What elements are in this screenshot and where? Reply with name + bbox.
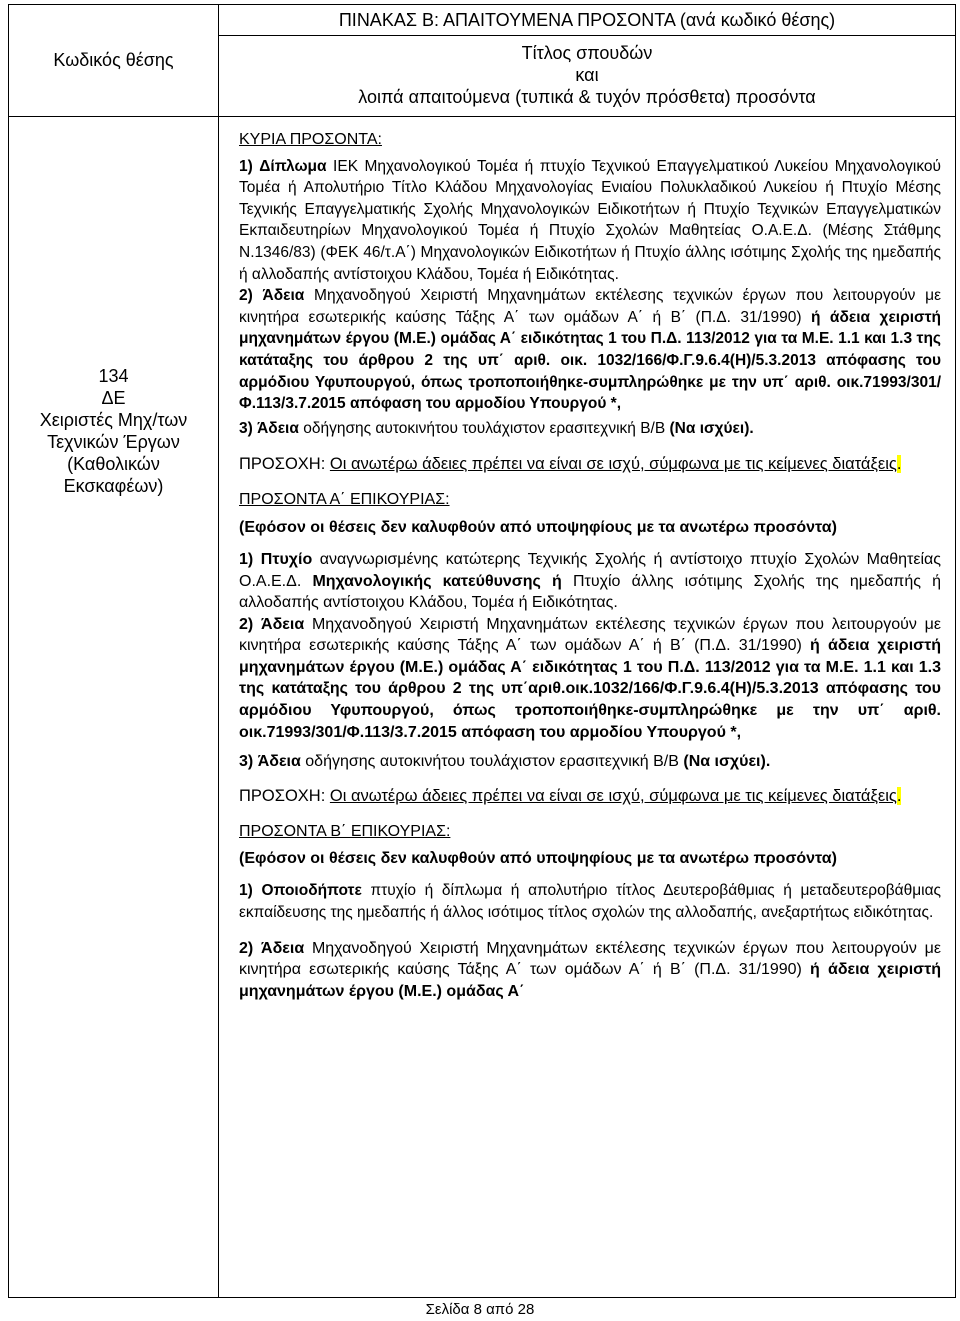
page-footer: Σελίδα 8 από 28	[425, 1301, 535, 1318]
qualifications-header-cell	[219, 36, 956, 117]
aux-a-note: ΠΡΟΣΟΧΗ: Οι ανωτέρω άδειες πρέπει να είναι σε ισχύ, σύμφωνα με τις κείμενες διατάξεις.	[239, 786, 902, 805]
position-name-3: (Καθολικών	[67, 454, 160, 474]
aux-b-item-2: 2) Άδεια Μηχανοδηγού Χειριστή Μηχανημάτων εκτέλεσης τεχνικών έργων που λειτουργούν με κινητήρα εσωτερικής καύσης Τάξης Α΄ των ομάδων Α΄ ή Β΄ (Π.Δ. 31/1990) ή άδεια χειριστή μηχανημάτων έργου (Μ.Ε.) ομάδας Α΄	[239, 939, 942, 1000]
aux-a-item-1: 1) Πτυχίο αναγνωρισμένης κατώτερης Τεχνικής Σχολής ή αντίστοιχο πτυχίο Σχολών Μαθητείας Ο.Α.Ε.Δ. Μηχανολογικής κατεύθυνσης ή Πτυχίο άλλης ισότιμης Σχολής της ημεδαπής ή αλλοδαπής αντίστοιχου Κλάδου, Τομέα ή Ειδικότητας.	[239, 550, 941, 612]
table-title: ΠΙΝΑΚΑΣ Β: ΑΠΑΙΤΟΥΜΕΝΑ ΠΡΟΣΟΝΤΑ (ανά κωδικό θέσης)	[338, 9, 836, 30]
aux-a-item-2: 2) Άδεια Μηχανοδηγού Χειριστή Μηχανημάτων εκτέλεσης τεχνικών έργων που λειτουργούν με κινητήρα εσωτερικής καύσης Τάξης Α΄ των ομάδων Α΄ ή Β΄ (Π.Δ. 31/1990) ή άδεια χειριστή μηχανημάτων έργου (Μ.Ε.) ομάδας Α΄ ειδικότητας 1 του Π.Δ. 113/2012 για τα Μ.Ε. 1.1 και 1.3 της κατάταξης του άρθρου 2 της υπ΄αριθ.οικ.1032/166/Φ.Γ.9.6.4(Η)/5.3.2013 απόφασης του αρμόδιου Υφυπουργού, όπως τροποποιήθηκε-συμπληρώθηκε με την υπ΄ αριθ. οικ.71993/301/Φ.113/3.7.2015 απόφαση του αρμοδίου Υπουργού *,	[239, 615, 942, 741]
header-line-2: και	[575, 65, 599, 85]
code-header-cell	[9, 5, 219, 117]
code-header-label: Κωδικός θέσης	[53, 50, 174, 70]
position-name-4: Εκσκαφέων)	[63, 476, 164, 496]
aux-b-subheading: (Εφόσον οι θέσεις δεν καλυφθούν από υποψηφίους με τα ανωτέρω προσόντα)	[239, 850, 837, 868]
aux-b-heading: ΠΡΟΣΟΝΤΑ Β΄ ΕΠΙΚΟΥΡΙΑΣ:	[239, 822, 451, 840]
requirements-table	[8, 4, 956, 1298]
main-item-3: 3) Άδεια οδήγησης αυτοκινήτου τουλάχιστον ερασιτεχνική Β/Β (Να ισχύει).	[239, 419, 754, 437]
table-title-cell	[219, 5, 956, 36]
main-item-1: 1) Δίπλωμα ΙΕΚ Μηχανολογικού Τομέα ή πτυχίο Τεχνικού Επαγγελματικού Λυκείου Μηχανολογικού Τομέα ή Απολυτήριο Τίτλο Κλάδου Μηχανολογίας Ενιαίου Πολυκλαδικού Λυκείου ή Πτυχίο Μέσης Τεχνικής Επαγγελματικής Σχολής Μηχανολογικών Ειδικοτήτων ή Πτυχίο Τεχνικών Επαγγελματικών Εκπαιδευτηρίων Μηχανολογικού Τομέα ή Πτυχίο Σχολών Μαθητείας Ο.Α.Ε.Δ. (Μέσης Στάθμης Ν.1346/83) (ΦΕΚ 46/τ.Α΄) Μηχανολογικών Ειδικοτήτων ή Πτυχίο άλλης ισότιμης Σχολής της ημεδαπής ή αλλοδαπής αντίστοιχου Κλάδου, Τομέα ή Ειδικότητας.	[239, 157, 941, 283]
main-heading: ΚΥΡΙΑ ΠΡΟΣΟΝΤΑ:	[239, 131, 382, 148]
header-line-3: λοιπά απαιτούμενα (τυπικά & τυχόν πρόσθετα) προσόντα	[358, 87, 816, 107]
main-item-2: 2) Άδεια Μηχανοδηγού Χειριστή Μηχανημάτων εκτέλεσης τεχνικών έργων που λειτουργούν με κινητήρα εσωτερικής καύσης Τάξης Α΄ των ομάδων Α΄ ή Β΄ (Π.Δ. 31/1990) ή άδεια χειριστή μηχανημάτων έργου (Μ.Ε.) ομάδας Α΄ ειδικότητας 1 του Π.Δ. 113/2012 για τα Μ.Ε. 1.1 και 1.3 της κατάταξης του άρθρου 2 της υπ΄ αριθ. οικ. 1032/166/Φ.Γ.9.6.4(Η)/5.3.2013 απόφασης του αρμόδιου Υφυπουργού, όπως τροποποιήθηκε-συμπληρώθηκε με την υπ΄ αριθ. οικ.71993/301/Φ.113/3.7.2015 απόφαση του αρμοδίου Υπουργού *,	[239, 287, 941, 413]
qualifications-cell	[219, 117, 956, 1298]
position-name-1: Χειριστές Μηχ/των	[39, 410, 188, 430]
main-note: ΠΡΟΣΟΧΗ: Οι ανωτέρω άδειες πρέπει να είναι σε ισχύ, σύμφωνα με τις κείμενες διατάξεις.	[239, 455, 902, 474]
header-line-1: Τίτλος σπουδών	[521, 43, 653, 63]
aux-b-item-1: 1) Οποιοδήποτε πτυχίο ή δίπλωμα ή απολυτήριο τίτλος Δευτεροβάθμιας ή μεταδευτεροβάθμιας εκπαίδευσης της ημεδαπής ή άλλος ισότιμος τίτλος σχολών της αλλοδαπής, ανεξαρτήτως ειδικότητας.	[239, 882, 941, 922]
position-code: 134	[98, 366, 129, 386]
aux-a-heading: ΠΡΟΣΟΝΤΑ Α΄ ΕΠΙΚΟΥΡΙΑΣ:	[239, 491, 450, 509]
position-name-2: Τεχνικών Έργων	[47, 432, 180, 452]
aux-a-subheading: (Εφόσον οι θέσεις δεν καλυφθούν από υποψηφίους με τα ανωτέρω προσόντα)	[239, 518, 837, 536]
aux-a-item-3: 3) Άδεια οδήγησης αυτοκινήτου τουλάχιστον ερασιτεχνική Β/Β (Να ισχύει).	[239, 753, 771, 771]
position-cell	[9, 117, 219, 1298]
position-category: ΔΕ	[101, 388, 126, 408]
